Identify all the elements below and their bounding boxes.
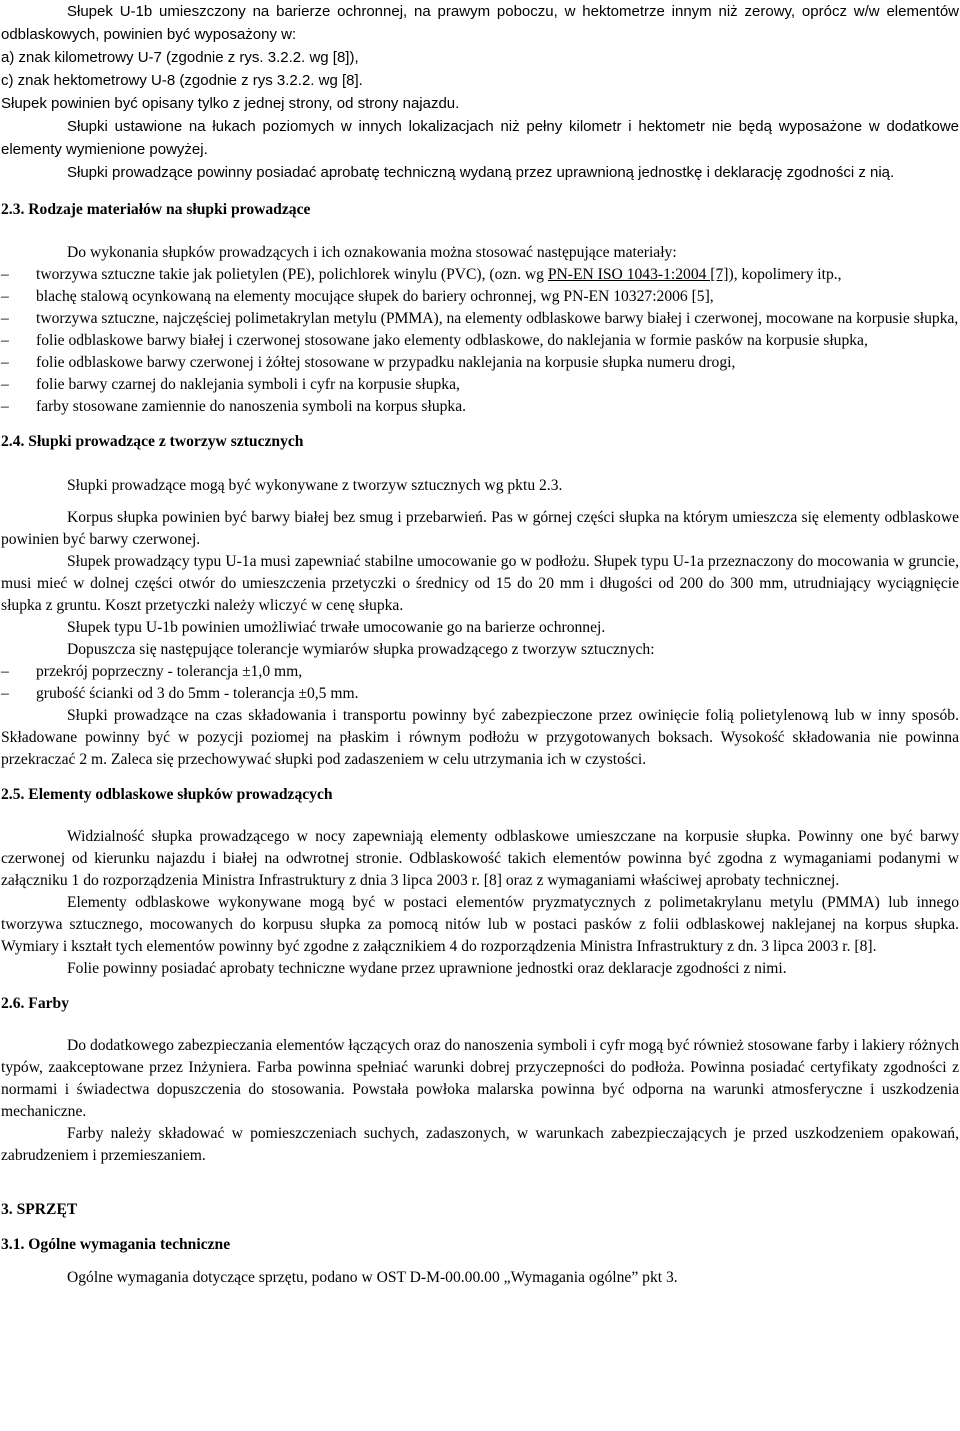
section-2-6-paragraph-1: Do dodatkowego zabezpieczania elementów łączących oraz do nanoszenia symboli i cyfr mogą być również stosowane farby i lakiery różnych typów, zaakceptowane przez Inżyniera. Farba powinna spełniać warunki dobrej przyczepności do podłoża. Powinna posiadać certyfikaty zgodności z normami i świadectwa dopuszczenia do stosowania. Powstała powłoka malarska powinna być odporna na warunki atmosferyczne i uszkodzenia mechaniczne. [1,1037,959,1120]
intro-paragraph-2: Słupek powinien być opisany tylko z jednej strony, od strony najazdu. [1,95,460,112]
intro-paragraph-4: Słupki prowadzące powinny posiadać aprobatę techniczną wydaną przez uprawnioną jednostkę i deklarację zgodności z nią. [67,164,895,181]
section-2-6-heading: 2.6. Farby [1,995,70,1012]
section-3-1-heading: 3.1. Ogólne wymagania techniczne [1,1236,231,1253]
section-2-4-paragraph-5: Dopuszcza się następujące tolerancje wymiarów słupka prowadzącego z tworzyw sztucznych: [67,641,655,658]
materials-list-item: – tworzywa sztuczne, najczęściej polimetakrylan metylu (PMMA), na elementy odblaskowe barwy białej i czerwonej, mocowane na korpusie słupka, [1,308,959,330]
section-2-5-paragraph-2: Elementy odblaskowe wykonywane mogą być w postaci elementów pryzmatycznych z polimetakrylanu metylu (PMMA) lub innego tworzywa sztucznego, mocowanych do korpusu słupka za pomocą nitów lub w postaci pasków z folii odblaskowej naklejanej na korpus słupka. Wymiary i kształt tych elementów powinny być zgodne z załącznikiem 4 do rozporządzenia Ministra Infrastruktury z dn. 3 lipca 2003 r. [8]. [1,894,959,955]
tolerance-list [1,661,959,705]
materials-list-item: – folie odblaskowe barwy czerwonej i żółtej stosowane w przypadku naklejania na korpusie słupka numeru drogi, [1,352,959,374]
standard-reference-link: PN-EN ISO 1043-1:2004 [7] [547,266,729,283]
tolerance-list-item: – grubość ścianki od 3 do 5mm - tolerancja ±0,5 mm. [1,683,959,705]
section-2-4-paragraph-3: Słupek prowadzący typu U-1a musi zapewniać stabilne umocowanie go w podłożu. Słupek typu U-1a przeznaczony do mocowania w gruncie, musi mieć w dolnej części otwór do umieszczenia przetyczki o średnicy od 15 do 20 mm i długości od 200 do 300 mm, utrudniający wyciągnięcie słupka z gruntu. Koszt przetyczki należy wliczyć w cenę słupka. [1,553,959,614]
section-2-4-paragraph-4: Słupek typu U-1b powinien umożliwiać trwałe umocowanie go na barierze ochronnej. [67,619,606,636]
materials-list-item: – folie barwy czarnej do naklejania symboli i cyfr na korpusie słupka, [1,374,959,396]
intro-paragraph-1: Słupek U-1b umieszczony na barierze ochronnej, na prawym poboczu, w hektometrze innym niż zerowy, oprócz w/w elementów odblaskowych, powinien być wyposażony w: [1,3,959,43]
section-3-1-paragraph: Ogólne wymagania dotyczące sprzętu, podano w OST D-M-00.00.00 „Wymagania ogólne” pkt 3. [67,1269,678,1286]
section-2-6-paragraph-2: Farby należy składować w pomieszczeniach suchych, zadaszonych, w warunkach zabezpieczających je przed uszkodzeniem opakowań, zabrudzeniem i przemieszaniem. [1,1125,959,1164]
section-2-5-heading: 2.5. Elementy odblaskowe słupków prowadzących [1,786,333,803]
section-3-heading: 3. SPRZĘT [1,1201,78,1218]
tolerance-list-item: – przekrój poprzeczny - tolerancja ±1,0 mm, [1,661,959,683]
section-2-3-heading: 2.3. Rodzaje materiałów na słupki prowadzące [1,201,311,218]
materials-list-item: – farby stosowane zamiennie do nanoszenia symboli na korpus słupka. [1,396,959,418]
section-2-4-heading: 2.4. Słupki prowadzące z tworzyw sztucznych [1,433,304,450]
section-2-5-paragraph-3: Folie powinny posiadać aprobaty techniczne wydane przez uprawnione jednostki oraz deklaracje zgodności z nimi. [67,960,787,977]
section-2-5-paragraph-1: Widzialność słupka prowadzącego w nocy zapewniają elementy odblaskowe umieszczane na korpusie słupka. Powinny one być barwy czerwonej od kierunku najazdu i białej na odwrotnej stronie. Odblaskowość takich elementów powinna być zgodna z wymaganiami podanymi w załączniku 1 do rozporządzenia Ministra Infrastruktury z dnia 3 lipca 2003 r. [8] oraz z wymaganiami właściwej aprobaty technicznej. [1,828,959,889]
materials-list-item: – blachę stalową ocynkowaną na elementy mocujące słupek do bariery ochronnej, wg PN-EN 10327:2006 [5], [1,286,959,308]
section-2-4-paragraph-2: Korpus słupka powinien być barwy białej bez smug i przebarwień. Pas w górnej części słupka na którym umieszcza się elementy odblaskowe powinien być barwy czerwonej. [1,509,959,548]
section-2-4-paragraph-1: Słupki prowadzące mogą być wykonywane z tworzyw sztucznych wg pktu 2.3. [67,477,563,494]
intro-paragraph-3: Słupki ustawione na łukach poziomych w innych lokalizacjach niż pełny kilometr i hektometr nie będą wyposażone w dodatkowe elementy wymienione powyżej. [1,118,959,158]
intro-item-c: c) znak hektometrowy U-8 (zgodnie z rys 3.2.2. wg [8]. [1,72,363,89]
materials-list-item: – tworzywa sztuczne takie jak polietylen (PE), polichlorek winylu (PVC), (ozn. wg PN-EN ISO 1043-1:2004 [7]), kopolimery itp., [1,264,959,286]
section-2-3-intro: Do wykonania słupków prowadzących i ich oznakowania można stosować następujące materiały: [67,244,677,261]
materials-list-item: – folie odblaskowe barwy białej i czerwonej stosowane jako elementy odblaskowe, do naklejania w formie pasków na korpusie słupka, [1,330,959,352]
materials-list [1,264,959,418]
section-2-4-paragraph-6: Słupki prowadzące na czas składowania i transportu powinny być zabezpieczone przez owinięcie folią polietylenową lub w inny sposób. Składowane powinny być w pozycji poziomej na płaskim i równym podłożu w przygotowanych boksach. Wysokość składowania nie powinna przekraczać 2 m. Zaleca się przechowywać słupki pod zadaszeniem w celu utrzymania ich w czystości. [1,707,959,768]
intro-item-a: a) znak kilometrowy U-7 (zgodnie z rys. 3.2.2. wg [8]), [1,49,359,66]
